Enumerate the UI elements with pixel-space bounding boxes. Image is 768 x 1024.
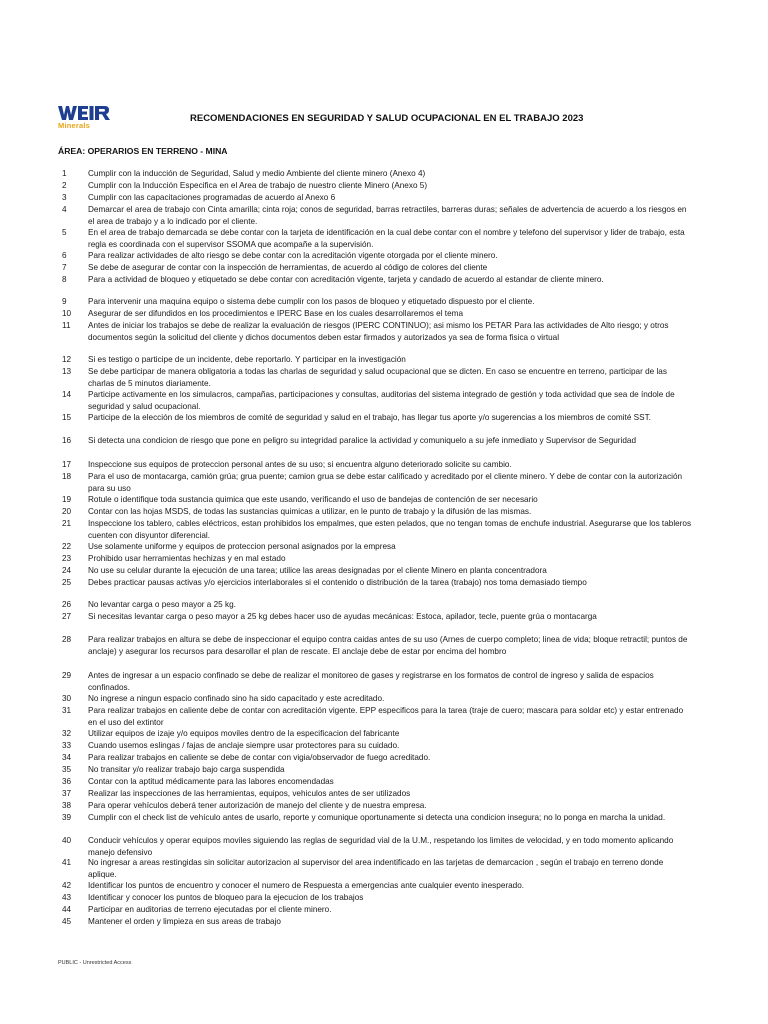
item-number: 27 [62, 612, 72, 621]
item-number: 9 [62, 297, 67, 306]
weir-logo-icon [58, 106, 114, 120]
list-item [62, 553, 694, 565]
item-number: 25 [62, 578, 72, 587]
item-number: 33 [62, 741, 72, 750]
item-number: 12 [62, 355, 72, 364]
item-text: Cumplir con la inducción de Seguridad, Salud y medio Ambiente del cliente minero (Anexo 4) [88, 169, 426, 178]
list-item [62, 752, 694, 764]
list-item [62, 892, 694, 904]
item-number: 41 [62, 858, 72, 867]
list-item [62, 471, 694, 494]
list-item [62, 204, 694, 227]
item-number: 3 [62, 193, 67, 202]
item-number: 45 [62, 917, 72, 926]
item-text: Participe de la elección de los miembros de comité de seguridad y salud en el trabajo, has llegar tus aporte y/o sugerencias a los miembros de comité SST. [88, 413, 651, 422]
item-text: Para operar vehículos deberá tener autorización de manejo del cliente y de nuestra empresa. [88, 801, 427, 810]
list-item [62, 916, 694, 928]
list-item [62, 274, 694, 286]
list-item [62, 412, 694, 424]
item-number: 23 [62, 554, 72, 563]
item-number: 5 [62, 228, 67, 237]
item-text: Inspeccione los tablero, cables eléctricos, estan prohibidos los empalmes, que esten pelados, que no tengan tomas de enchufe industrial. Asegurarse que los tableros cuenten con disyuntor diferencial. [88, 519, 692, 540]
item-number: 29 [62, 671, 72, 680]
item-number: 35 [62, 765, 72, 774]
item-number: 19 [62, 495, 72, 504]
item-number: 43 [62, 893, 72, 902]
item-text: Mantener el orden y limpieza en sus areas de trabajo [88, 917, 281, 926]
item-text: Inspeccione sus equipos de proteccion personal antes de su uso; si encuentra alguno deteriorado solicite su cambio. [88, 460, 512, 469]
item-text: Conducir vehículos y operar equipos moviles siguiendo las reglas de seguridad vial de la U.M., respetando los limites de velocidad, y en todo momento aplicando manejo defensivo [88, 836, 674, 857]
list-item [62, 180, 694, 192]
item-number: 1 [62, 169, 67, 178]
list-item [62, 611, 694, 623]
list-item [62, 366, 694, 389]
item-number: 24 [62, 566, 72, 575]
item-number: 36 [62, 777, 72, 786]
list-item [62, 728, 694, 740]
item-text: Si es testigo o participe de un incidente, debe reportarlo. Y participar en la investigación [88, 355, 406, 364]
item-text: Antes de ingresar a un espacio confinado se debe de realizar el monitoreo de gases y registrarse en los formatos de control de ingreso y salida de espacios confinados. [88, 671, 654, 692]
item-text: Contar con las hojas MSDS, de todas las sustancias quimicas a utilizar, en le punto de trabajo y la difusión de las mismas. [88, 507, 532, 516]
item-text: Cumplir con el check list de vehículo antes de usarlo, reporte y comunique oportunamente si detecta una condicion insegura; no lo ponga en marcha la unidad. [88, 813, 666, 822]
item-text: No ingrese a ningun espacio confinado sino ha sido capacitado y este acreditado. [88, 694, 385, 703]
item-text: Para realizar actividades de alto riesgo se debe contar con la acreditación vigente otorgada por el cliente minero. [88, 251, 498, 260]
item-text: Identificar los puntos de encuentro y conocer el numero de Respuesta a emergencias ante cualquier evento inesperado. [88, 881, 525, 890]
item-text: Cuando usemos eslingas / fajas de anclaje siempre usar protectores para su cuidado. [88, 741, 400, 750]
item-number: 22 [62, 542, 72, 551]
list-item [62, 308, 694, 320]
item-number: 16 [62, 436, 72, 445]
item-number: 14 [62, 390, 72, 399]
list-item [62, 904, 694, 916]
list-item [62, 262, 694, 274]
item-number: 4 [62, 205, 67, 214]
list-item [62, 812, 694, 824]
list-item [62, 776, 694, 788]
list-item [62, 541, 694, 553]
item-text: Use solamente uniforme y equipos de proteccion personal asignados por la empresa [88, 542, 396, 551]
item-text: Utilizar equipos de izaje y/o equipos moviles dentro de la especificacion del fabricante [88, 729, 400, 738]
item-text: Cumplir con la Inducción Especifica en el Area de trabajo de nuestro cliente Minero (Anexo 5) [88, 181, 428, 190]
item-number: 18 [62, 472, 72, 481]
item-number: 7 [62, 263, 67, 272]
item-number: 28 [62, 635, 72, 644]
item-number: 21 [62, 519, 72, 528]
item-text: Participe activamente en los simulacros, campañas, participaciones y consultas, auditorias del sistema integrado de gestión y toda actividad que sea de índole de seguridad y salud ocupacional. [88, 390, 675, 411]
item-text: No ingresar a areas restingidas sin solicitar autorizacion al supervisor del area indentificado en las tarjetas de demarcacion , según el trabajo en terreno donde aplique. [88, 858, 664, 879]
item-text: Realizar las inspecciones de las herramientas, equipos, vehiculos antes de ser utilizados [88, 789, 411, 798]
list-item [62, 800, 694, 812]
item-number: 11 [62, 321, 71, 330]
area-label: ÁREA: OPERARIOS EN TERRENO - MINA [58, 146, 228, 156]
page-title: RECOMENDACIONES EN SEGURIDAD Y SALUD OCUPACIONAL EN EL TRABAJO 2023 [190, 113, 584, 124]
list-item [62, 634, 694, 657]
item-text: Si detecta una condicion de riesgo que pone en peligro su integridad paralice la actividad y comuniquelo a su jefe inmediato y Supervisor de Seguridad [88, 436, 637, 445]
item-text: Para realizar trabajos en altura se debe de inspeccionar el equipo contra caidas antes de su uso (Arnes de cuerpo completo; linea de vida; bloque retractil; puntos de anclaje) y asegurar los recursos para desarollar el plan de rescate. El anclaje debe de estar por encima del hombro [88, 635, 688, 656]
item-text: Cumplir con las capacitaciones programadas de acuerdo al Anexo 6 [88, 193, 336, 202]
list-item [62, 494, 694, 506]
item-number: 20 [62, 507, 72, 516]
list-item [62, 693, 694, 705]
item-text: No use su celular durante la ejecución de una tarea; utilice las areas designadas por el cliente Minero en planta concentradora [88, 566, 547, 575]
item-text: Prohibido usar herramientas hechizas y en mal estado [88, 554, 286, 563]
item-text: Se debe de asegurar de contar con la inspección de herramientas, de acuerdo al código de colores del cliente [88, 263, 488, 272]
item-text: Rotule o identifique toda sustancia quimica que este usando, verificando el uso de bandejas de contención de ser necesario [88, 495, 538, 504]
classification-footer: PUBLIC - Unrestricted Access [58, 960, 132, 966]
item-text: Identificar y conocer los puntos de bloqueo para la ejecucion de los trabajos [88, 893, 364, 902]
item-text: No transitar y/o realizar trabajo bajo carga suspendida [88, 765, 285, 774]
item-number: 32 [62, 729, 72, 738]
item-text: Para intervenir una maquina equipo o sistema debe cumplir con los pasos de bloqueo y etiquetado dispuesto por el cliente. [88, 297, 535, 306]
item-number: 44 [62, 905, 72, 914]
list-item [62, 577, 694, 589]
item-number: 34 [62, 753, 72, 762]
item-number: 8 [62, 275, 67, 284]
list-item [62, 506, 694, 518]
list-item [62, 788, 694, 800]
list-item [62, 857, 694, 880]
list-item [62, 880, 694, 892]
item-text: Contar con la aptitud médicamente para las labores encomendadas [88, 777, 334, 786]
list-item [62, 250, 694, 262]
list-item [62, 227, 694, 250]
item-number: 37 [62, 789, 72, 798]
item-text: No levantar carga o peso mayor a 25 kg. [88, 600, 236, 609]
list-item [62, 565, 694, 577]
item-text: Para realizar trabajos en caliente debe de contar con acreditación vigente. EPP especificos para la tarea (traje de cuero; mascara para soldar etc) y estar entrenado en el uso del extintor [88, 706, 684, 727]
list-item [62, 168, 694, 180]
list-item [62, 389, 694, 412]
item-text: Debes practicar pausas activas y/o ejercicios interlaborales si el contenido o distribución de la tarea (trabajo) nos toma demasiado tiempo [88, 578, 587, 587]
item-number: 17 [62, 460, 72, 469]
list-item [62, 518, 694, 541]
item-number: 26 [62, 600, 72, 609]
item-text: Para realizar trabajos en caliente se debe de contar con vigia/observador de fuego acreditado. [88, 753, 431, 762]
list-item [62, 835, 694, 858]
item-number: 40 [62, 836, 72, 845]
list-item [62, 705, 694, 728]
list-item [62, 764, 694, 776]
list-item [62, 320, 694, 343]
item-number: 31 [62, 706, 72, 715]
item-number: 15 [62, 413, 72, 422]
item-number: 39 [62, 813, 72, 822]
item-text: Para el uso de montacarga, camión grúa; grua puente; camion grua se debe estar calificado y acreditado por el cliente minero. Y debe de contar con la autorización para su uso [88, 472, 683, 493]
list-item [62, 435, 694, 447]
logo-subtitle: Minerals [58, 121, 91, 130]
list-item [62, 296, 694, 308]
item-number: 10 [62, 309, 72, 318]
item-text: Se debe participar de manera obligatoria a todas las charlas de seguridad y salud ocupacional que se dicten. En caso se encuentre en terreno, participar de las charlas de 5 minutos diariamente. [88, 367, 667, 388]
list-item [62, 192, 694, 204]
item-number: 38 [62, 801, 72, 810]
list-item [62, 599, 694, 611]
item-text: Si necesitas levantar carga o peso mayor a 25 kg debes hacer uso de ayudas mecánicas: Estoca, apilador, tecle, puente grúa o montacarga [88, 612, 597, 621]
list-item [62, 354, 694, 366]
item-text: Antes de iniciar los trabajos se debe de realizar la evaluación de riesgos (IPERC CONTINUO); asi mismo los PETAR Para las actividades de Alto riesgo; y otros documentos según la solicitud del cliente y dichos documentos deben estar firmados y autorizados ya sea de forma fisica o virtual [88, 321, 669, 342]
list-item [62, 459, 694, 471]
item-text: Asegurar de ser difundidos en los procedimientos e IPERC Base en los cuales desarrollaremos el tema [88, 309, 463, 318]
item-number: 6 [62, 251, 67, 260]
item-text: Para a actividad de bloqueo y etiquetado se debe contar con acreditación vigente, tarjeta y candado de acuerdo al estandar de cliente minero. [88, 275, 604, 284]
item-number: 2 [62, 181, 67, 190]
item-text: En el area de trabajo demarcada se debe contar con la tarjeta de identificación en la cual debe contar con el nombre y telefono del supervisor y lider de trabajo, esta regla es coordinada con el supervisor SSOMA que acompañe a la supervisión. [88, 228, 685, 249]
list-item [62, 740, 694, 752]
item-text: Demarcar el area de trabajo con Cinta amarilla; cinta roja; conos de seguridad, barras retractiles, barreras duras; señales de advertencia de acuerdo a los riesgos en el area de trabajo y a lo indicado por el cliente. [88, 205, 687, 226]
weir-minerals-logo [58, 106, 114, 130]
item-number: 42 [62, 881, 72, 890]
item-number: 13 [62, 367, 72, 376]
item-number: 30 [62, 694, 72, 703]
item-text: Participar en auditorias de terreno ejecutadas por el cliente minero. [88, 905, 332, 914]
list-item [62, 670, 694, 693]
